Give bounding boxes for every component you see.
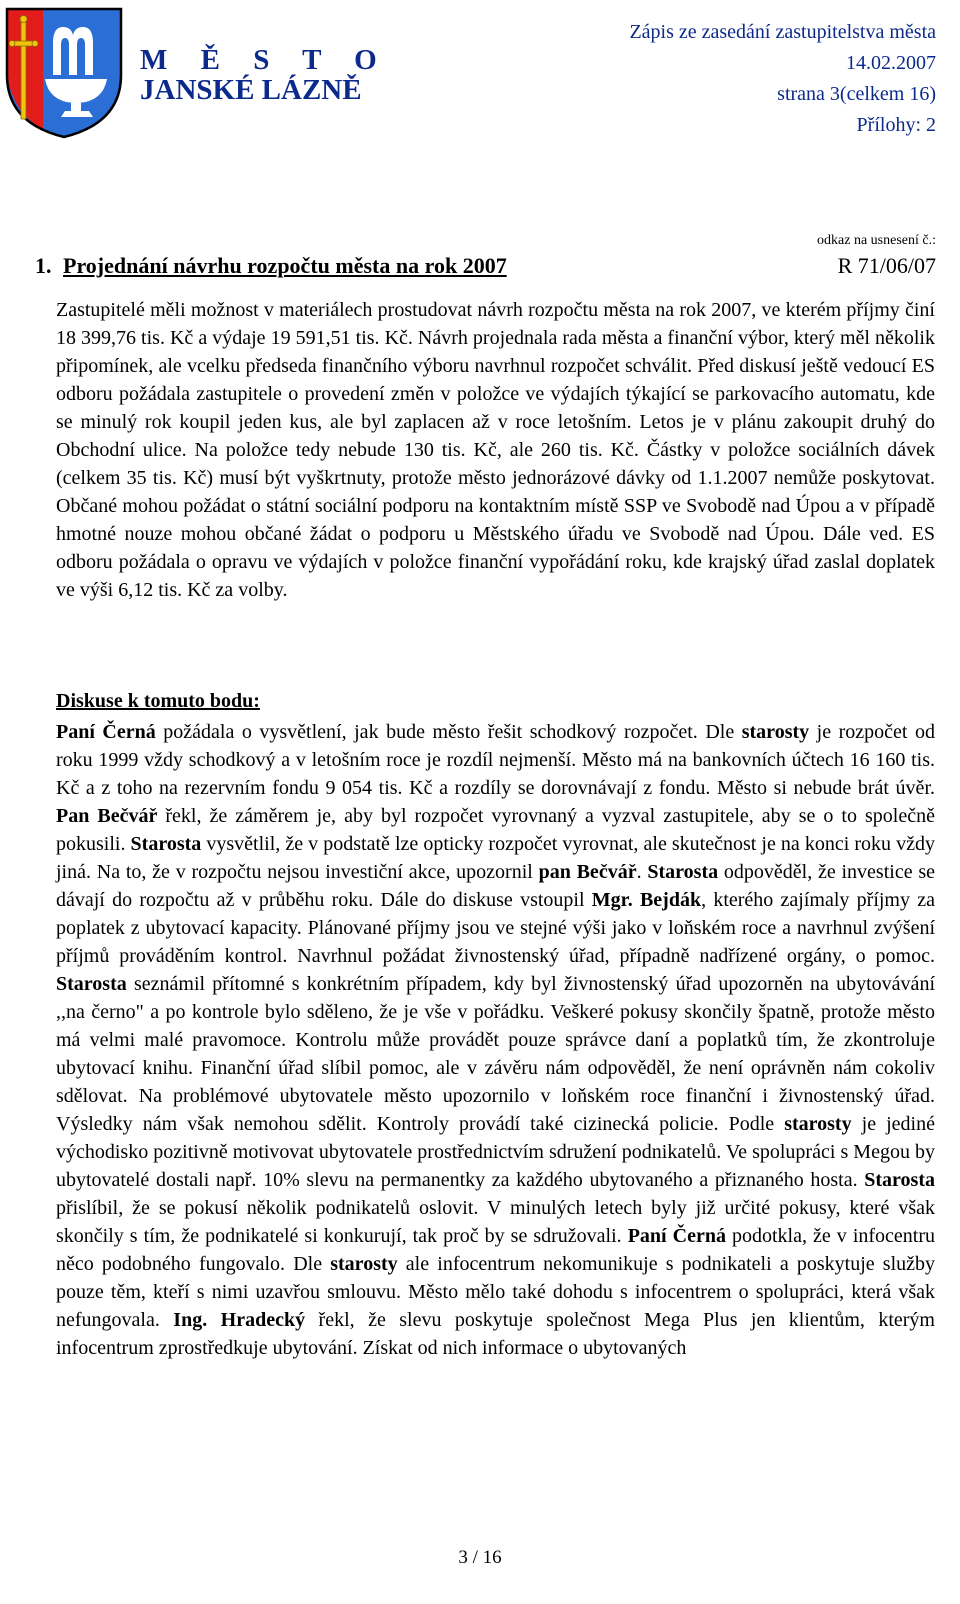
speaker-name: Paní Černá xyxy=(627,1225,726,1247)
discussion-text: vysvětlil, že v podstatě lze opticky rozpočet vyrovnat, ale skutečnost je na konci roku vždy jiná. Na to, že v rozpočtu nejsou investiční akce, upozornil xyxy=(56,833,935,883)
discussion-text: , kterého zajímaly příjmy za poplatek z ubytovací kapacity. Plánované příjmy jsou ve stejné výši jako v loňském roce a navrhnul zvýšení příjmů prováděním kontrol. Navrhnul požádat živnostenský úřad, případně nadřízené orgány, o pomoc. xyxy=(56,889,935,967)
speaker-name: Starosta xyxy=(647,861,719,883)
attachments-count: Přílohy: 2 xyxy=(856,114,936,136)
discussion-text: podotkla, že v infocentru něco podobného fungovalo. Dle xyxy=(56,1225,936,1275)
speaker-name: Starosta xyxy=(130,833,202,855)
town-name xyxy=(140,44,390,106)
discussion-text: . xyxy=(636,861,648,883)
page-info: strana 3(celkem 16) xyxy=(777,83,936,105)
page-footer-number: 3 / 16 xyxy=(458,1547,502,1568)
doc-title: Zápis ze zasedání zastupitelstva města xyxy=(629,21,936,43)
section-heading xyxy=(35,253,507,279)
discussion-text: odpověděl, že investice se dávají do rozpočtu až v průběhu roku. Dále do diskuse vstoupil xyxy=(56,861,936,911)
resolution-ref-value: R 71/06/07 xyxy=(837,253,936,278)
town-line2: JANSKÉ LÁZNĚ xyxy=(140,74,362,106)
speaker-name: Paní Černá xyxy=(56,721,156,743)
discussion-text: požádala o vysvětlení, jak bude město řešit schodkový rozpočet. Dle xyxy=(155,721,742,743)
resolution-ref-label: odkaz na usnesení č.: xyxy=(817,233,936,248)
discussion-text: seznámil přítomné s konkrétním případem, kdy byl živnostenský úřad upozorněn na ubytovávání ,,na černo" a po kontrole bylo sděleno, že je vše v pořádku. Veškeré pokusy skončily špatně, protože město má velmi malé pravomoce. Kontrolu může provádět pouze správce daní a poplatků tím, že zkontroluje ubytovací knihu. Finanční úřad slíbil pomoc, ale v závěru nám odpověděl, že není oprávněn nám cokoliv sdělovat. Na problémové ubytovatele město upozornilo v loňském roce finanční i živnostenský úřad. Výsledky nám však nemohou sdělit. Kontroly provádí také cizinecká policie. Podle xyxy=(56,973,935,1135)
speaker-name: Starosta xyxy=(56,973,127,995)
speaker-name: starosty xyxy=(330,1253,398,1275)
discussion-text: řekl, že záměrem je, aby byl rozpočet vyrovnaný a vyzval zastupitele, aby se o to společně pokusili. xyxy=(56,805,935,855)
speaker-name: Pan Bečvář xyxy=(56,805,158,827)
speaker-name: Starosta xyxy=(864,1169,935,1191)
discussion-text: řekl, že slevu poskytuje společnost Mega Plus jen klientům, kterým infocentrum zprostředkuje ubytování. Získat od nich informace o ubytovaných xyxy=(56,1309,935,1359)
speaker-name: pan Bečvář xyxy=(538,861,637,883)
discussion-text: je rozpočet od roku 1999 vždy schodkový a v letošním roce je rozdíl nejmenší. Město má na bankovních účtech 16 160 tis. Kč a z toho na rezervním fondu 9 054 tis. Kč a rozdíly se dorovnávají z fondu. Město si nebude brát úvěr. xyxy=(56,721,936,799)
section-title: Projednání návrhu rozpočtu města na rok 2007 xyxy=(63,253,507,278)
speaker-name: Ing. Hradecký xyxy=(173,1309,306,1331)
section-number: 1. xyxy=(35,253,52,278)
discussion-text: je jediné východisko pozitivně motivovat ubytovatele prostřednictvím sdružení podnikatelů. Ve spolupráci s Megou by ubytovatelé dostali např. 10% slevu na permanentky za každého ubytovaného a přiznaného hosta. xyxy=(56,1113,935,1191)
discussion-text: ale infocentrum nekomunikuje s podnikateli a poskytuje služby pouze těm, kteří s nimi uzavřou smlouvu. Město mělo také dohodu s infocentrem o spolupráci, která však nefungovala. xyxy=(56,1253,935,1331)
discussion-heading: Diskuse k tomuto bodu: xyxy=(56,690,260,712)
intro-paragraph: Zastupitelé měli možnost v materiálech prostudovat návrh rozpočtu města na rok 2007, ve kterém příjmy činí 18 399,76 tis. Kč a výdaje 19 591,51 tis. Kč. Návrh projednala rada města a finanční výbor, který měl několik připomínek, ale vcelku předseda finančního výboru navrhnul rozpočet schválit. Před diskusí ještě vedoucí ES odboru požádala zastupitele o provedení změn v položce ve výdajích týkající se parkovacího automatu, kde se minulý rok koupil jeden kus, ale byl zaplacen až v roce letošním. Letos je v plánu zakoupit druhý do Obchodní ulice. Na položce tedy nebude 130 tis. Kč, ale 260 tis. Kč. Částky v položce sociálních dávek (celkem 35 tis. Kč) musí být vyškrtnuty, protože město jednorázové dávky od 1.1.2007 nemůže poskytovat. Občané mohou požádat o státní sociální podporu na kontaktním místě SSP ve Svobodě nad Úpou a v případě hmotné nouze mohou občané žádat o podporu u Městského úřadu ve Svobodě nad Úpou. Dále ved. ES odboru požádala o opravu ve výdajích v položce finanční vypořádání roku, kde krajský úřad zaslal doplatek ve výši 6,12 tis. Kč za volby. xyxy=(56,299,935,601)
discussion-text: přislíbil, že se pokusí několik podnikatelů oslovit. V minulých letech byly již určité pokusy, které však skončily s tím, že podnikatelé si konkurují, tak proč by se sdružovali. xyxy=(56,1197,935,1247)
town-line1: M Ě S T O xyxy=(140,44,390,76)
speaker-name: Mgr. Bejdák xyxy=(591,889,702,911)
speaker-name: starosty xyxy=(741,721,810,743)
discussion-paragraph xyxy=(56,718,935,1362)
document-header-info xyxy=(629,17,936,141)
coat-of-arms-logo xyxy=(3,5,125,141)
doc-date: 14.02.2007 xyxy=(846,52,936,74)
speaker-name: starosty xyxy=(784,1113,852,1135)
